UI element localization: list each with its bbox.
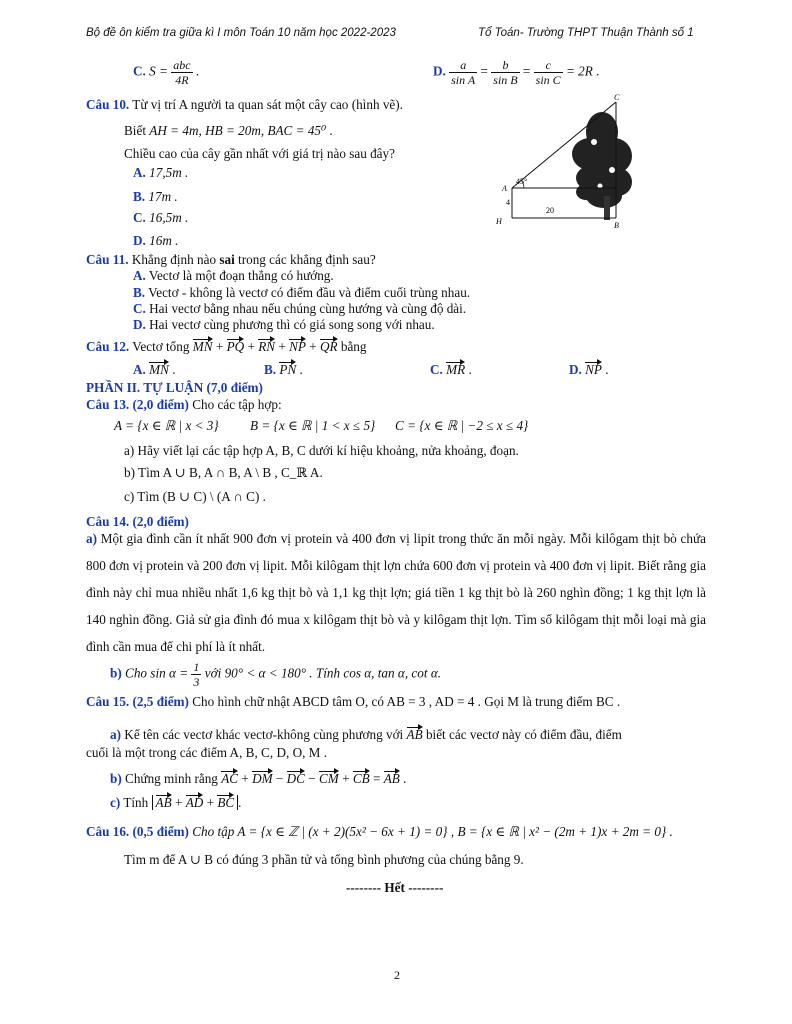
q16-stem: Câu 16. (0,5 điểm) Cho tập A = {x ∈ ℤ | (x + 2)(5x² − 6x + 1) = 0} , B = {x ∈ ℝ | x² − (2m + 1)x + 2m = 0} .: [86, 824, 673, 839]
q13-stem: Câu 13. (2,0 điểm) Cho các tập hợp:: [86, 397, 282, 412]
q15-part-b: b) Chứng minh rằng AC + DM − DC − CM + CB = AB .: [110, 771, 407, 786]
q13-set-a: A = {x ∈ ℝ | x < 3}: [114, 418, 219, 433]
q15-part-a: a) Kể tên các vectơ khác vectơ-không cùng phương với AB biết các vectơ này có điểm đầu, điểm: [110, 727, 622, 742]
q12-stem: Câu 12. Vectơ tổng MN + PQ + RN + NP + QR bằng: [86, 339, 367, 354]
q13-part-a: a) Hãy viết lại các tập hợp A, B, C dưới kí hiệu khoảng, nửa khoảng, đoạn.: [124, 443, 519, 458]
q15-part-a-cont: cuối là một trong các điểm A, B, C, D, O, M .: [86, 745, 328, 760]
part2-heading: PHẦN II. TỰ LUẬN (7,0 điểm): [86, 380, 263, 395]
q11-option-b: B. Vectơ - không là vectơ có điểm đầu và điểm cuối trùng nhau.: [133, 285, 471, 300]
q16-ask: Tìm m để A ∪ B có đúng 3 phần tử và tổng bình phương của chúng bằng 9.: [124, 852, 524, 867]
label-hb: 20: [546, 206, 554, 215]
q12-option-d: D. NP .: [569, 362, 609, 377]
q13-set-c: C = {x ∈ ℝ | −2 ≤ x ≤ 4}: [395, 418, 529, 433]
page-number: 2: [394, 968, 400, 982]
q9-option-d: D. $\frac{a}{\text{sin A}}$ = $\frac{b}{\text{sin B}}$ = $\frac{c}{\text{sin C}}$ = 2R .: [433, 58, 600, 87]
label-b: B: [614, 221, 619, 230]
q10-given: Biết AH = 4m, HB = 20m, BAC = 45⁰ .: [124, 123, 333, 138]
q14-part-a: a) Một gia đình cần ít nhất 900 đơn vị protein và 400 đơn vị lipit trong thức ăn mỗi ngày. Mỗi kilôgam thịt bò chứa 800 đơn vị protein và 200 đơn vị lipit. Mỗi kilôgam thịt lợn chứa 600 đơn vị protein và 400 đơn vị lipit. Biết rằng gia đình này chỉ mua nhiều nhất 1,6 kg thịt bò và 1,1 kg thịt lợn; giá tiền 1 kg thịt bò là 260 nghìn đồng; 1 kg thịt lợn là 140 nghìn đồng. Giả sử gia đình đó mua x kilôgam thịt bò và y kilôgam thịt lợn. Tìm số kilôgam thịt mỗi loại mà gia đình cần mua để chi phí là ít nhất.: [86, 531, 706, 654]
q10-option-d: D. 16m .: [133, 233, 179, 248]
q10-option-b: B. 17m .: [133, 189, 178, 204]
header-right: Tổ Toán- Trường THPT Thuận Thành số 1: [478, 27, 694, 39]
end-marker: -------- Hết --------: [346, 880, 444, 895]
q10-option-c: C. 16,5m .: [133, 210, 189, 225]
q13-part-c: c) Tìm (B ∪ C) \ (A ∩ C) .: [124, 489, 266, 504]
tree-illustration: [572, 112, 632, 220]
label-a: A: [502, 184, 507, 193]
label-c: C: [614, 93, 620, 102]
q10-option-a: A. 17,5m .: [133, 165, 189, 180]
q11-stem: Câu 11. Khẳng định nào sai trong các khẳng định sau?: [86, 252, 376, 267]
header-left: Bộ đề ôn kiểm tra giữa kì I môn Toán 10 năm học 2022-2023: [86, 27, 396, 39]
q11-option-d: D. Hai vectơ cùng phương thì có giá song song với nhau.: [133, 317, 435, 332]
label-h: H: [496, 217, 502, 226]
q11-option-a: A. Vectơ là một đoạn thẳng có hướng.: [133, 268, 334, 283]
q14-part-b: b) Cho sin α = $\frac{1}{3}$ với 90° < α < 180° . Tính cos α, tan α, cot α.: [110, 660, 442, 689]
q10-stem: Câu 10. Từ vị trí A người ta quan sát một cây cao (hình vẽ).: [86, 97, 403, 112]
q15-stem: Câu 15. (2,5 điểm) Cho hình chữ nhật ABCD tâm O, có AB = 3 , AD = 4 . Gọi M là trung điểm BC .: [86, 694, 621, 709]
q12-option-b: B. PN .: [264, 362, 303, 377]
q10-ask: Chiều cao của cây gần nhất với giá trị nào sau đây?: [124, 146, 395, 161]
q13-set-b: B = {x ∈ ℝ | 1 < x ≤ 5}: [250, 418, 376, 433]
q12-option-a: A. MN .: [133, 362, 176, 377]
q11-option-c: C. Hai vectơ bằng nhau nếu chúng cùng hướng và cùng độ dài.: [133, 301, 467, 316]
q9-option-c: C. S = $\frac{\text{abc}}{4R}$ .: [133, 58, 200, 87]
q14-heading: Câu 14. (2,0 điểm): [86, 514, 189, 529]
q10-tree-figure: [490, 92, 640, 237]
label-angle: 45°: [516, 177, 528, 186]
label-ah: 4: [506, 198, 510, 207]
q15-part-c: c) Tính AB + AD + BC .: [110, 795, 242, 810]
q13-part-b: b) Tìm A ∪ B, A ∩ B, A \ B , C_ℝ A.: [124, 465, 323, 480]
q12-option-c: C. MR .: [430, 362, 472, 377]
